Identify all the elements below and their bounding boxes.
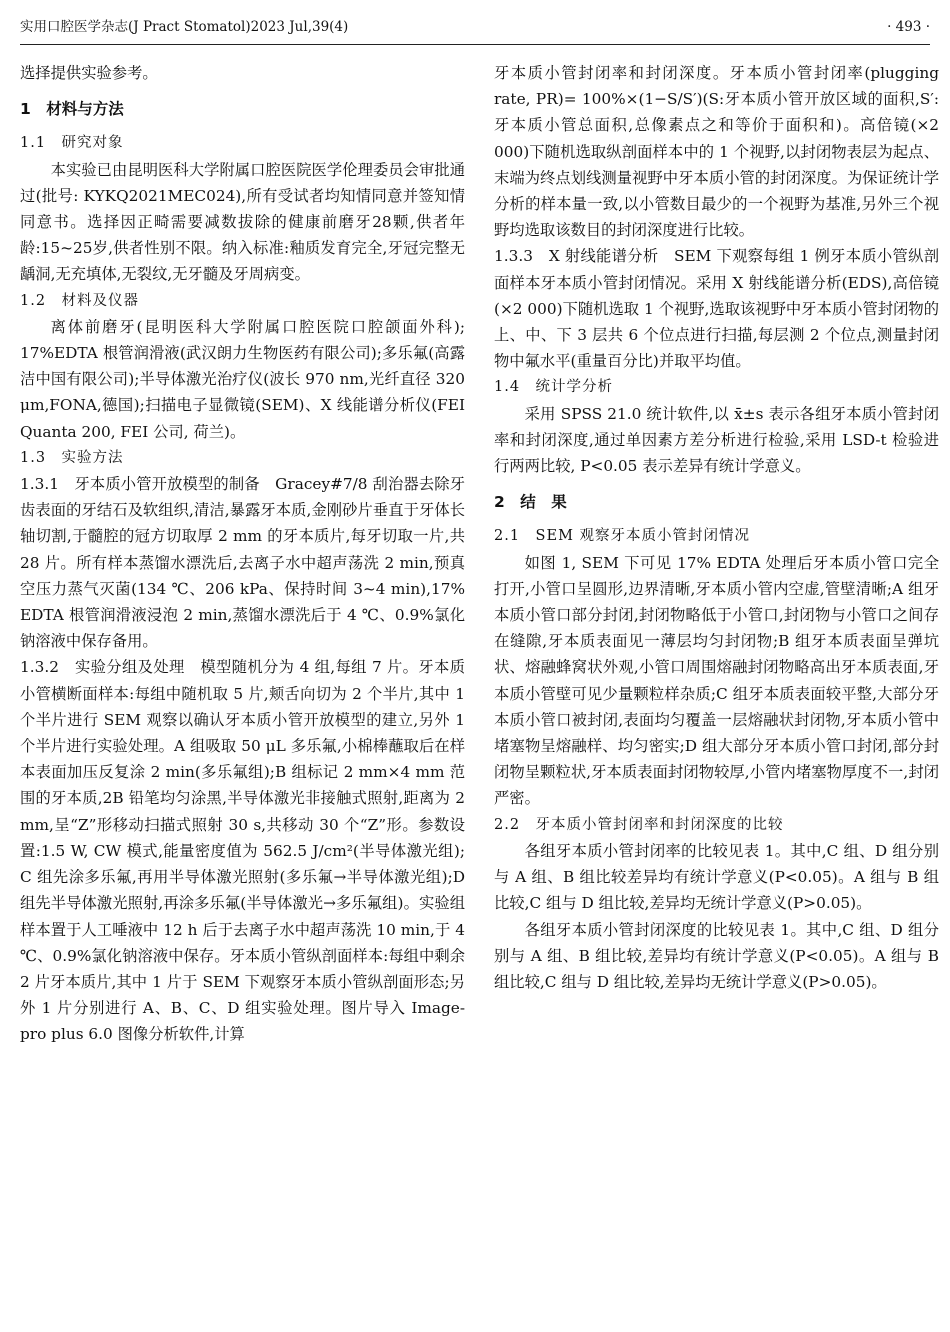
page-number: · 493 · bbox=[887, 19, 930, 35]
left-column bbox=[20, 60, 465, 1048]
paragraph: 各组牙本质小管封闭深度的比较见表 1。其中,C 组、D 组分别与 A 组、B 组比较,差异均有统计学意义(P<0.05)。A 组与 B 组比较,C 组与 D 组比较,差异均无统计学意义(P>0.05)。 bbox=[494, 920, 939, 991]
subsection-heading: 2.1 SEM 观察牙本质小管封闭情况 bbox=[494, 528, 751, 545]
paragraph: 本实验已由昆明医科大学附属口腔医院医学伦理委员会审批通过(批号: KYKQ2021MEC024),所有受试者均知情同意并签知情同意书。选择因正畸需要减数拔除的健康前磨牙28颗,供者年龄:15~25岁,供者性别不限。纳入标准:釉质发育完全,牙冠完整无龋洞,无充填体,无裂纹,无牙髓及牙周病变。 bbox=[20, 160, 465, 284]
header-rule bbox=[20, 44, 930, 45]
right-column bbox=[494, 60, 939, 995]
paragraph: 牙本质小管封闭率和封闭深度。牙本质小管封闭率(plugging rate, PR)= 100%×(1−S/S′)(S:牙本质小管开放区域的面积,S′:牙本质小管总面积,总像素点之和等价于面积和)。高倍镜(×2 000)下随机选取纵剖面样本中的 1 个视野,以封闭物表层为起点、末端为终点划线测量视野中牙本质小管的封闭深度。为保证统计学分析的样本量一致,以小管数目最少的一个视野为基准,另外三个视野均选取该数目的封闭深度进行比较。 bbox=[494, 64, 939, 240]
subsection-heading: 1.3 实验方法 bbox=[20, 449, 124, 466]
subsection-heading: 1.4 统计学分析 bbox=[494, 379, 614, 396]
paragraph: 采用 SPSS 21.0 统计软件,以 x̄±s 表示各组牙本质小管封闭率和封闭深度,通过单因素方差分析进行检验,采用 LSD-t 检验进行两两比较, P<0.05 表示差异有统计学意义。 bbox=[494, 404, 939, 476]
paragraph: 1.3.1 牙本质小管开放模型的制备 Gracey#7/8 刮治器去除牙齿表面的牙结石及软组织,清洁,暴露牙本质,金刚砂片垂直于牙体长轴切割,于髓腔的冠方切取厚 2 mm 的牙本质片,每牙切取一片,共 28 片。所有样本蒸馏水漂洗后,去离子水中超声荡洗 2 min,预真空压力蒸气灭菌(134 ℃、206 kPa、保持时间 3~4 min),17% EDTA 根管润滑液浸泡 2 min,蒸馏水漂洗后于 4 ℃、0.9%氯化钠溶液中保存备用。 bbox=[20, 475, 465, 651]
paragraph: 1.3.3 X 射线能谱分析 SEM 下观察每组 1 例牙本质小管纵剖面样本牙本质小管封闭情况。采用 X 射线能谱分析(EDS),高倍镜(×2 000)下随机选取 1 个视野,选取该视野中牙本质小管封闭物的上、中、下 3 层共 6 个位点进行扫描,每层测 2 个位点,测量封闭物中氟水平(重量百分比)并取平均值。 bbox=[494, 247, 939, 371]
section-heading: 1 材料与方法 bbox=[20, 100, 124, 119]
paragraph: 离体前磨牙(昆明医科大学附属口腔医院口腔颌面外科); 17%EDTA 根管润滑液(武汉朗力生物医药有限公司);多乐氟(高露洁中国有限公司);半导体激光治疗仪(波长 970 nm,光纤直径 320 μm,FONA,德国);扫描电子显微镜(SEM)、X 线能谱分析仪(FEI Quanta 200, FEI 公司, 荷兰)。 bbox=[20, 317, 465, 441]
paragraph: 各组牙本质小管封闭率的比较见表 1。其中,C 组、D 组分别与 A 组、B 组比较差异均有统计学意义(P<0.05)。A 组与 B 组比较,C 组与 D 组比较,差异均无统计学意义(P>0.05)。 bbox=[494, 841, 939, 913]
section-heading: 2 结 果 bbox=[494, 493, 567, 512]
paragraph: 1.3.2 实验分组及处理 模型随机分为 4 组,每组 7 片。牙本质小管横断面样本:每组中随机取 5 片,颊舌向切为 2 个半片,其中 1 个半片进行 SEM 观察以确认牙本质小管开放模型的建立,另外 1 个半片进行实验处理。A 组吸取 50 μL 多乐氟,小棉棒蘸取后在样本表面加压反复涂 2 min(多乐氟组);B 组标记 2 mm×4 mm 范围的牙本质,2B 铅笔均匀涂黑,半导体激光非接触式照射,距离为 2 mm,呈“Z”形移动扫描式照射 30 s,共移动 30 个“Z”形。参数设置:1.5 W, CW 模式,能量密度值为 562.5 J/cm²(半导体激光组); C 组先涂多乐氟,再用半导体激光照射(多乐氟→半导体激光组);D 组先半导体激光照射,再涂多乐氟(半导体激光→多乐氟组)。实验组样本置于人工唾液中 12 h 后于去离子水中超声荡洗 10 min,于 4 ℃、0.9%氯化钠溶液中保存。牙本质小管纵剖面样本:每组中剩余 2 片牙本质片,其中 1 片于 SEM 下观察牙本质小管纵剖面形态;另外 1 片分别进行 A、B、C、D 组实验处理。图片导入 Image-pro plus 6.0 图像分析软件,计算 bbox=[20, 658, 465, 1044]
subsection-heading: 1.2 材料及仪器 bbox=[20, 292, 140, 309]
subsection-heading: 2.2 牙本质小管封闭率和封闭深度的比较 bbox=[494, 816, 784, 833]
journal-citation: 实用口腔医学杂志(J Pract Stomatol)2023 Jul,39(4) bbox=[20, 19, 349, 35]
paragraph: 选择提供实验参考。 bbox=[20, 64, 158, 82]
running-header bbox=[20, 14, 930, 40]
paragraph: 如图 1, SEM 下可见 17% EDTA 处理后牙本质小管口完全打开,小管口呈圆形,边界清晰,牙本质小管内空虚,管壁清晰;A 组牙本质小管口部分封闭,封闭物略低于小管口,封闭物与小管口之间存在缝隙,牙本质表面见一薄层均匀封闭物;B 组牙本质表面呈弹坑状、熔融蜂窝状外观,小管口周围熔融封闭物略高出牙本质表面,牙本质小管壁可见少量颗粒样杂质;C 组牙本质表面较平整,大部分牙本质小管口被封闭,表面均匀覆盖一层熔融状封闭物,牙本质小管中堵塞物呈熔融样、均匀密实;D 组大部分牙本质小管口封闭,部分封闭物呈颗粒状,牙本质表面封闭物较厚,小管内堵塞物厚度不一,封闭严密。 bbox=[494, 553, 939, 808]
subsection-heading: 1.1 研究对象 bbox=[20, 135, 124, 152]
